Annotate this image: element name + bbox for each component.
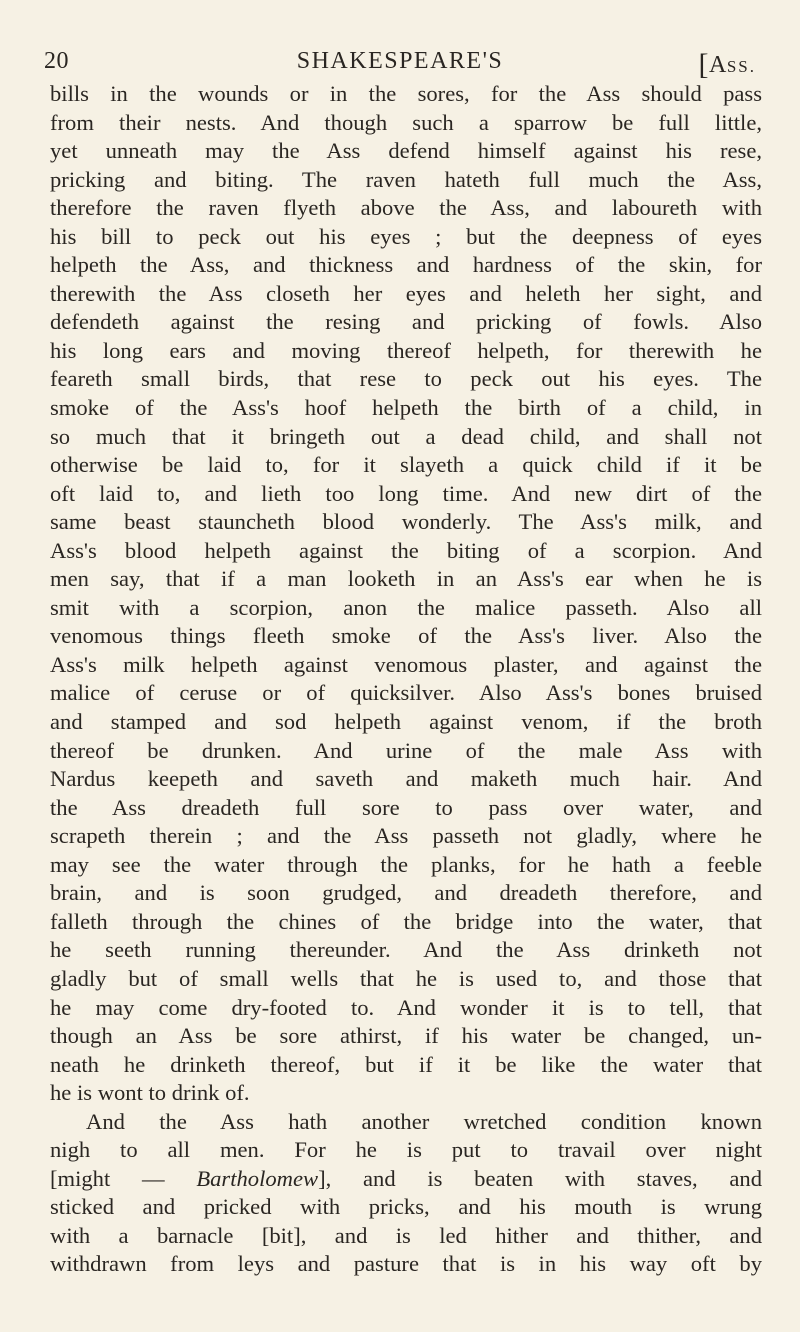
text-line: may see the water through the planks, for he hath a feeble xyxy=(50,851,762,877)
text-line: malice of ceruse or of quicksilver. Also Ass's bones bruised xyxy=(50,680,762,706)
section-bracket: [ xyxy=(698,48,709,81)
text-line: otherwise be laid to, for it slayeth a quick child if it be xyxy=(50,452,762,478)
text-line: neath he drinketh thereof, but if it be like the water that xyxy=(50,1051,762,1077)
text-line: his bill to peck out his eyes ; but the deepness of eyes xyxy=(50,223,762,249)
text-line: he may come dry-footed to. And wonder it is to tell, that xyxy=(50,994,762,1020)
text-line: Ass's milk helpeth against venomous plaster, and against the xyxy=(50,651,762,677)
text-line: brain, and is soon grudged, and dreadeth therefore, and xyxy=(50,880,762,906)
text-line: nigh to all men. For he is put to travail over night xyxy=(50,1137,762,1163)
text-line: with a barnacle [bit], and is led hither and thither, and xyxy=(50,1222,762,1248)
text-line: and stamped and sod helpeth against venom, if the broth xyxy=(50,709,762,735)
text-line: defendeth against the resing and pricking of fowls. Also xyxy=(50,309,762,335)
running-title: SHAKESPEARE'S xyxy=(296,48,504,74)
text-line: gladly but of small wells that he is used to, and those that xyxy=(50,965,762,991)
section-initial: A xyxy=(708,52,727,78)
citation-author: Bartholomew xyxy=(196,1165,319,1191)
text-line: Nardus keepeth and saveth and maketh much hair. And xyxy=(50,766,762,792)
running-head xyxy=(44,44,756,84)
section-mark xyxy=(698,46,756,80)
citation-close: ], and is beaten with staves, and xyxy=(318,1165,762,1191)
text-line: the Ass dreadeth full sore to pass over water, and xyxy=(50,794,762,820)
page-number: 20 xyxy=(44,48,69,74)
text-line: from their nests. And though such a sparrow be full little, xyxy=(50,109,762,135)
text-line-with-citation xyxy=(50,1165,762,1194)
body-text xyxy=(50,80,762,1279)
text-line: so much that it bringeth out a dead child, and shall not xyxy=(50,423,762,449)
paragraph-start-line: And the Ass hath another wretched condition known xyxy=(86,1108,762,1134)
text-line: men say, that if a man looketh in an Ass's ear when he is xyxy=(50,566,762,592)
section-rest: SS. xyxy=(726,57,756,76)
text-line: yet unneath may the Ass defend himself against his rese, xyxy=(50,138,762,164)
text-line: falleth through the chines of the bridge into the water, that xyxy=(50,908,762,934)
text-line: same beast stauncheth blood wonderly. The Ass's milk, and xyxy=(50,509,762,535)
text-line: withdrawn from leys and pasture that is in his way oft by xyxy=(50,1251,762,1277)
text-line: oft laid to, and lieth too long time. And new dirt of the xyxy=(50,480,762,506)
text-line: Ass's blood helpeth against the biting of a scorpion. And xyxy=(50,537,762,563)
citation-open: [might — xyxy=(50,1165,197,1191)
text-line: thereof be drunken. And urine of the male Ass with xyxy=(50,737,762,763)
text-line: scrapeth therein ; and the Ass passeth not gladly, where he xyxy=(50,823,762,849)
text-line: though an Ass be sore athirst, if his water be changed, un- xyxy=(50,1023,762,1049)
text-line: pricking and biting. The raven hateth full much the Ass, xyxy=(50,166,762,192)
text-line: smoke of the Ass's hoof helpeth the birth of a child, in xyxy=(50,395,762,421)
text-line: smit with a scorpion, anon the malice passeth. Also all xyxy=(50,594,762,620)
text-line: helpeth the Ass, and thickness and hardness of the skin, for xyxy=(50,252,762,278)
text-line: therewith the Ass closeth her eyes and heleth her sight, and xyxy=(50,280,762,306)
text-line: feareth small birds, that rese to peck out his eyes. The xyxy=(50,366,762,392)
text-line: sticked and pricked with pricks, and his mouth is wrung xyxy=(50,1194,762,1220)
text-line: therefore the raven flyeth above the Ass, and laboureth with xyxy=(50,195,762,221)
text-line: bills in the wounds or in the sores, for the Ass should pass xyxy=(50,81,762,106)
text-line: venomous things fleeth smoke of the Ass's liver. Also the xyxy=(50,623,762,649)
paragraph-end-line: he is wont to drink of. xyxy=(50,1080,250,1106)
text-line: his long ears and moving thereof helpeth, for therewith he xyxy=(50,337,762,363)
text-line: he seeth running thereunder. And the Ass drinketh not xyxy=(50,937,762,963)
